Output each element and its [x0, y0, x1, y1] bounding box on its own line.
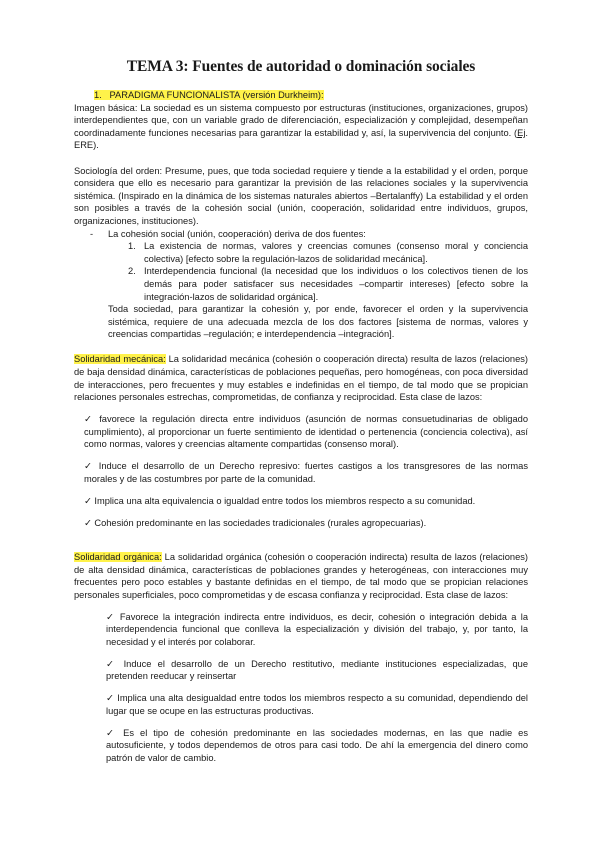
organica-paragraph: Solidaridad orgánica: La solidaridad orgánica (cohesión o cooperación indirecta) resulta de lazos (relaciones) de alta densidad dinámica, características de poblaciones grandes y heterogéneas, con interacciones muy frecuentes pero poco estables y bastante definidas en el tiempo, de tal modo que se propician relaciones personales superficiales, poco comprometidas y de escasa confianza y reciprocidad. Esta clase de lazos: [74, 552, 528, 600]
toda-sociedad-paragraph: Toda sociedad, para garantizar la cohesión y, por ende, favorecer el orden y la supervivencia sistémica, requiere de una adecuada mezcla de los dos factores [sistema de normas, valores y creencias compartidas –regulación; e interdependencia –integración]. [108, 304, 528, 340]
imagen-basica-paragraph: Imagen básica: La sociedad es un sistema compuesto por estructuras (instituciones, organizaciones, grupos) interdependientes que, con un variable grado de diferenciación, especialización y complejidad, desempeñan coordinadamente funciones necesarias para garantizar la estabilidad y, así, la supervivencia del conjunto. (Ej. ERE). [74, 102, 528, 151]
section-heading [74, 89, 528, 102]
organica-check-item: ✓ Es el tipo de cohesión predominante en las sociedades modernas, en las que nadie es autosuficiente, y todos dependemos de otros para casi todo. De ahí la emergencia del dinero como patrón de valor de cambio. [106, 727, 528, 763]
sociologia-orden-paragraph: Sociología del orden: Presume, pues, que toda sociedad requiere y tiende a la estabilidad y el orden, porque considera que ello es necesario para garantizar la previsión de las relaciones sociales y la supervivencia sistémica. (Inspirado en la dinámica de los sistemas naturales abiertos –Bertalanffy) La estabilidad y el orden son posibles a través de la cohesión social (unión, cooperación, solidaridad entre individuos, grupos, organizaciones, instituciones). [74, 165, 528, 226]
fuente-item [128, 265, 528, 303]
section-number: 1. [94, 90, 102, 100]
mecanica-label: Solidaridad mecánica: [74, 354, 166, 365]
cohesion-list-item [90, 228, 528, 241]
mecanica-check-item: ✓ favorece la regulación directa entre individuos (asunción de normas consuetudinarias de obligado cumplimiento), al proporcionar un fuerte sentimiento de identidad o pertenencia (conciencia colectiva), así como normas, valores y creencias altamente compartidas (consenso moral). [84, 414, 528, 450]
fuente-text: La existencia de normas, valores y creencias comunes (consenso moral y conciencia colectiva) [efecto sobre la regulación-lazos de solidaridad mecánica]. [144, 241, 528, 264]
ej-link: Ej [517, 127, 526, 138]
fuente-item [128, 240, 528, 265]
section-heading-text: PARADIGMA FUNCIONALISTA (versión Durkheim): [109, 90, 324, 100]
organica-check-item: ✓ Induce el desarrollo de un Derecho restitutivo, mediante instituciones especializadas, que pretenden reeducar y reinsertar [106, 658, 528, 682]
dash-marker: - [90, 228, 94, 239]
fuente-number: 1. [128, 241, 136, 252]
document-title: TEMA 3: Fuentes de autoridad o dominación sociales [126, 58, 476, 75]
organica-label: Solidaridad orgánica: [74, 552, 162, 563]
organica-check-item: ✓ Favorece la integración indirecta entre individuos, es decir, cohesión o integración debida a la interdependencia funcional que conlleva la especialización y división del trabajo, y, por tanto, la necesidad y el interés por colaborar. [106, 611, 528, 647]
mecanica-check-item: ✓ Induce el desarrollo de un Derecho represivo: fuertes castigos a los transgresores de las normas morales y de las costumbres por parte de la comunidad. [84, 461, 528, 484]
mecanica-paragraph: Solidaridad mecánica: La solidaridad mecánica (cohesión o cooperación directa) resulta de lazos (relaciones) de baja densidad dinámica, características de poblaciones pequeñas, pero homogéneas, con poca diversidad de interacciones, pero frecuentes y muy estables e indefinidas en el tiempo, de tal modo que se propician relaciones personales estrechas, comprometidas, de confianza y reciprocidad. Esta clase de lazos: [74, 354, 529, 403]
fuente-text: Interdependencia funcional (la necesidad que los individuos o los colectivos tienen de los demás para poder satisfacer sus necesidades –compartir intereses) [efecto sobre la integración-lazos de solidaridad orgánica]. [144, 266, 528, 302]
document-page [74, 0, 528, 774]
mecanica-check-item: ✓ Implica una alta equivalencia o igualdad entre todos los miembros respecto a su comunidad. [84, 495, 476, 506]
organica-check-item: ✓ Implica una alta desigualdad entre todos los miembros respecto a su comunidad, dependiendo del lugar que se ocupe en las estructuras productivas. [106, 693, 528, 716]
cohesion-intro: La cohesión social (unión, cooperación) deriva de dos fuentes: [108, 228, 366, 239]
mecanica-check-item: ✓ Cohesión predominante en las sociedades tradicionales (rurales agropecuarias). [84, 517, 427, 528]
fuente-number: 2. [128, 266, 136, 277]
